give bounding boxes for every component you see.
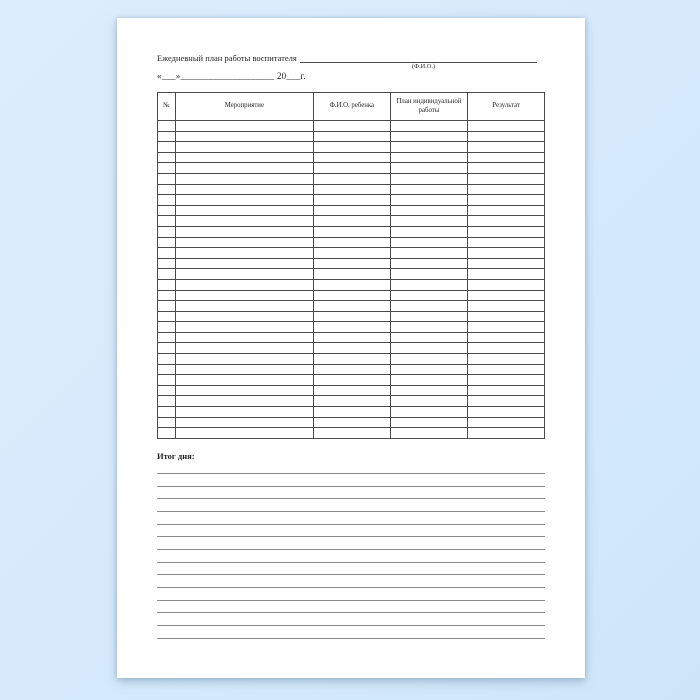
empty-cell: [468, 237, 545, 248]
empty-cell: [158, 142, 176, 153]
writing-line: [157, 588, 545, 601]
empty-cell: [313, 322, 390, 333]
table-row: [158, 173, 545, 184]
table-row: [158, 301, 545, 312]
empty-cell: [175, 375, 313, 386]
empty-cell: [175, 396, 313, 407]
empty-cell: [468, 226, 545, 237]
empty-cell: [313, 279, 390, 290]
empty-cell: [390, 258, 468, 269]
column-header-result: Результат: [468, 93, 545, 121]
empty-cell: [468, 121, 545, 132]
empty-cell: [468, 205, 545, 216]
empty-cell: [390, 205, 468, 216]
empty-cell: [158, 332, 176, 343]
table-row: [158, 131, 545, 142]
table-row: [158, 195, 545, 206]
table-row: [158, 152, 545, 163]
empty-cell: [158, 269, 176, 280]
empty-cell: [175, 332, 313, 343]
empty-cell: [468, 142, 545, 153]
empty-cell: [158, 205, 176, 216]
empty-cell: [175, 428, 313, 439]
empty-cell: [175, 343, 313, 354]
empty-cell: [158, 173, 176, 184]
empty-cell: [158, 407, 176, 418]
empty-cell: [468, 332, 545, 343]
empty-cell: [175, 121, 313, 132]
empty-cell: [390, 131, 468, 142]
writing-line: [157, 512, 545, 525]
empty-cell: [390, 354, 468, 365]
empty-cell: [158, 375, 176, 386]
empty-cell: [158, 226, 176, 237]
empty-cell: [313, 237, 390, 248]
empty-cell: [313, 142, 390, 153]
empty-cell: [158, 163, 176, 174]
table-row: [158, 385, 545, 396]
table-row: [158, 216, 545, 227]
table-row: [158, 258, 545, 269]
writing-line: [157, 563, 545, 576]
empty-cell: [313, 195, 390, 206]
table-row: [158, 322, 545, 333]
empty-cell: [158, 311, 176, 322]
empty-cell: [313, 121, 390, 132]
empty-cell: [390, 121, 468, 132]
empty-cell: [468, 364, 545, 375]
empty-cell: [313, 428, 390, 439]
empty-cell: [468, 385, 545, 396]
table-row: [158, 343, 545, 354]
empty-cell: [175, 226, 313, 237]
empty-cell: [158, 354, 176, 365]
column-header-child-name: Ф.И.О. ребенка: [313, 93, 390, 121]
table-row: [158, 417, 545, 428]
empty-cell: [313, 290, 390, 301]
empty-cell: [390, 142, 468, 153]
empty-cell: [175, 364, 313, 375]
empty-cell: [390, 279, 468, 290]
empty-cell: [468, 311, 545, 322]
empty-cell: [158, 385, 176, 396]
date-fill-in-line: «___»____________________ 20___г.: [157, 71, 306, 81]
empty-cell: [158, 184, 176, 195]
table-row: [158, 269, 545, 280]
empty-cell: [158, 301, 176, 312]
empty-cell: [175, 290, 313, 301]
empty-cell: [175, 184, 313, 195]
empty-cell: [390, 301, 468, 312]
empty-cell: [468, 163, 545, 174]
empty-cell: [468, 248, 545, 259]
empty-cell: [468, 354, 545, 365]
table-row: [158, 354, 545, 365]
table-header-row: [158, 93, 545, 121]
table-row: [158, 184, 545, 195]
empty-cell: [468, 322, 545, 333]
empty-cell: [175, 417, 313, 428]
empty-cell: [390, 173, 468, 184]
empty-cell: [175, 407, 313, 418]
empty-cell: [468, 375, 545, 386]
empty-cell: [158, 152, 176, 163]
empty-cell: [390, 343, 468, 354]
writing-line: [157, 499, 545, 512]
empty-cell: [175, 311, 313, 322]
empty-cell: [390, 152, 468, 163]
empty-cell: [175, 205, 313, 216]
empty-cell: [390, 311, 468, 322]
document-title: Ежедневный план работы воспитателя: [157, 53, 297, 63]
empty-cell: [175, 216, 313, 227]
empty-cell: [158, 279, 176, 290]
empty-cell: [158, 258, 176, 269]
empty-cell: [390, 237, 468, 248]
empty-cell: [390, 385, 468, 396]
empty-cell: [313, 364, 390, 375]
empty-cell: [390, 364, 468, 375]
column-header-number: №: [158, 93, 176, 121]
empty-cell: [468, 131, 545, 142]
empty-cell: [468, 407, 545, 418]
empty-cell: [390, 248, 468, 259]
writing-line: [157, 465, 545, 474]
empty-cell: [175, 142, 313, 153]
daily-plan-table: [157, 92, 545, 439]
writing-line: [157, 575, 545, 588]
fio-caption: (Ф.И.О.): [412, 63, 435, 70]
empty-cell: [468, 290, 545, 301]
empty-cell: [468, 428, 545, 439]
table-row: [158, 163, 545, 174]
title-fill-in-blank-line: [300, 53, 537, 63]
empty-cell: [313, 396, 390, 407]
empty-cell: [175, 258, 313, 269]
empty-cell: [390, 396, 468, 407]
empty-cell: [313, 216, 390, 227]
empty-cell: [390, 428, 468, 439]
empty-cell: [313, 184, 390, 195]
empty-cell: [390, 322, 468, 333]
empty-cell: [468, 279, 545, 290]
table-row: [158, 290, 545, 301]
summary-lines: [157, 465, 545, 639]
empty-cell: [175, 173, 313, 184]
table-row: [158, 396, 545, 407]
table-row: [158, 407, 545, 418]
table-row: [158, 428, 545, 439]
empty-cell: [390, 226, 468, 237]
empty-cell: [175, 301, 313, 312]
empty-cell: [175, 131, 313, 142]
table-header: [158, 93, 545, 121]
writing-line: [157, 613, 545, 626]
empty-cell: [158, 216, 176, 227]
empty-cell: [468, 173, 545, 184]
empty-cell: [390, 332, 468, 343]
empty-cell: [175, 279, 313, 290]
empty-cell: [313, 343, 390, 354]
empty-cell: [390, 216, 468, 227]
table-row: [158, 121, 545, 132]
empty-cell: [313, 301, 390, 312]
empty-cell: [158, 343, 176, 354]
empty-cell: [468, 195, 545, 206]
empty-cell: [390, 290, 468, 301]
empty-cell: [390, 163, 468, 174]
empty-cell: [390, 269, 468, 280]
empty-cell: [175, 237, 313, 248]
empty-cell: [158, 131, 176, 142]
empty-cell: [468, 152, 545, 163]
empty-cell: [390, 417, 468, 428]
empty-cell: [175, 152, 313, 163]
table-row: [158, 311, 545, 322]
table-row: [158, 332, 545, 343]
empty-cell: [175, 163, 313, 174]
empty-cell: [175, 322, 313, 333]
writing-line: [157, 487, 545, 500]
writing-line: [157, 474, 545, 487]
writing-line: [157, 601, 545, 614]
column-header-event: Мероприятие: [175, 93, 313, 121]
empty-cell: [158, 417, 176, 428]
empty-cell: [468, 269, 545, 280]
empty-cell: [158, 428, 176, 439]
empty-cell: [313, 407, 390, 418]
writing-line: [157, 550, 545, 563]
empty-cell: [158, 121, 176, 132]
empty-cell: [468, 258, 545, 269]
empty-cell: [313, 385, 390, 396]
writing-line: [157, 626, 545, 639]
empty-cell: [313, 269, 390, 280]
empty-cell: [158, 396, 176, 407]
empty-cell: [313, 417, 390, 428]
empty-cell: [390, 407, 468, 418]
table-row: [158, 205, 545, 216]
empty-cell: [313, 258, 390, 269]
empty-cell: [390, 184, 468, 195]
empty-cell: [175, 385, 313, 396]
empty-cell: [468, 343, 545, 354]
empty-cell: [313, 205, 390, 216]
empty-cell: [313, 248, 390, 259]
writing-line: [157, 537, 545, 550]
empty-cell: [175, 195, 313, 206]
table-row: [158, 237, 545, 248]
empty-cell: [468, 417, 545, 428]
empty-cell: [468, 216, 545, 227]
empty-cell: [158, 322, 176, 333]
empty-cell: [158, 248, 176, 259]
empty-cell: [313, 332, 390, 343]
table-row: [158, 375, 545, 386]
table-row: [158, 364, 545, 375]
empty-cell: [175, 248, 313, 259]
empty-cell: [313, 173, 390, 184]
table-row: [158, 142, 545, 153]
empty-cell: [468, 184, 545, 195]
empty-cell: [313, 354, 390, 365]
empty-cell: [175, 354, 313, 365]
empty-cell: [313, 131, 390, 142]
empty-cell: [175, 269, 313, 280]
empty-cell: [158, 237, 176, 248]
empty-cell: [390, 375, 468, 386]
document-title-row: [157, 53, 545, 63]
empty-cell: [158, 290, 176, 301]
empty-cell: [313, 163, 390, 174]
writing-line: [157, 525, 545, 538]
empty-cell: [468, 301, 545, 312]
empty-cell: [468, 396, 545, 407]
empty-cell: [158, 364, 176, 375]
empty-cell: [313, 226, 390, 237]
empty-cell: [313, 375, 390, 386]
table-row: [158, 279, 545, 290]
table-row: [158, 226, 545, 237]
summary-label: Итог дня:: [157, 450, 195, 461]
empty-cell: [158, 195, 176, 206]
column-header-individual-plan: План индивидуальной работы: [390, 93, 468, 121]
empty-cell: [313, 152, 390, 163]
plan-table-body: [158, 121, 545, 439]
table-row: [158, 248, 545, 259]
document-page: [117, 18, 585, 678]
empty-cell: [313, 311, 390, 322]
empty-cell: [390, 195, 468, 206]
